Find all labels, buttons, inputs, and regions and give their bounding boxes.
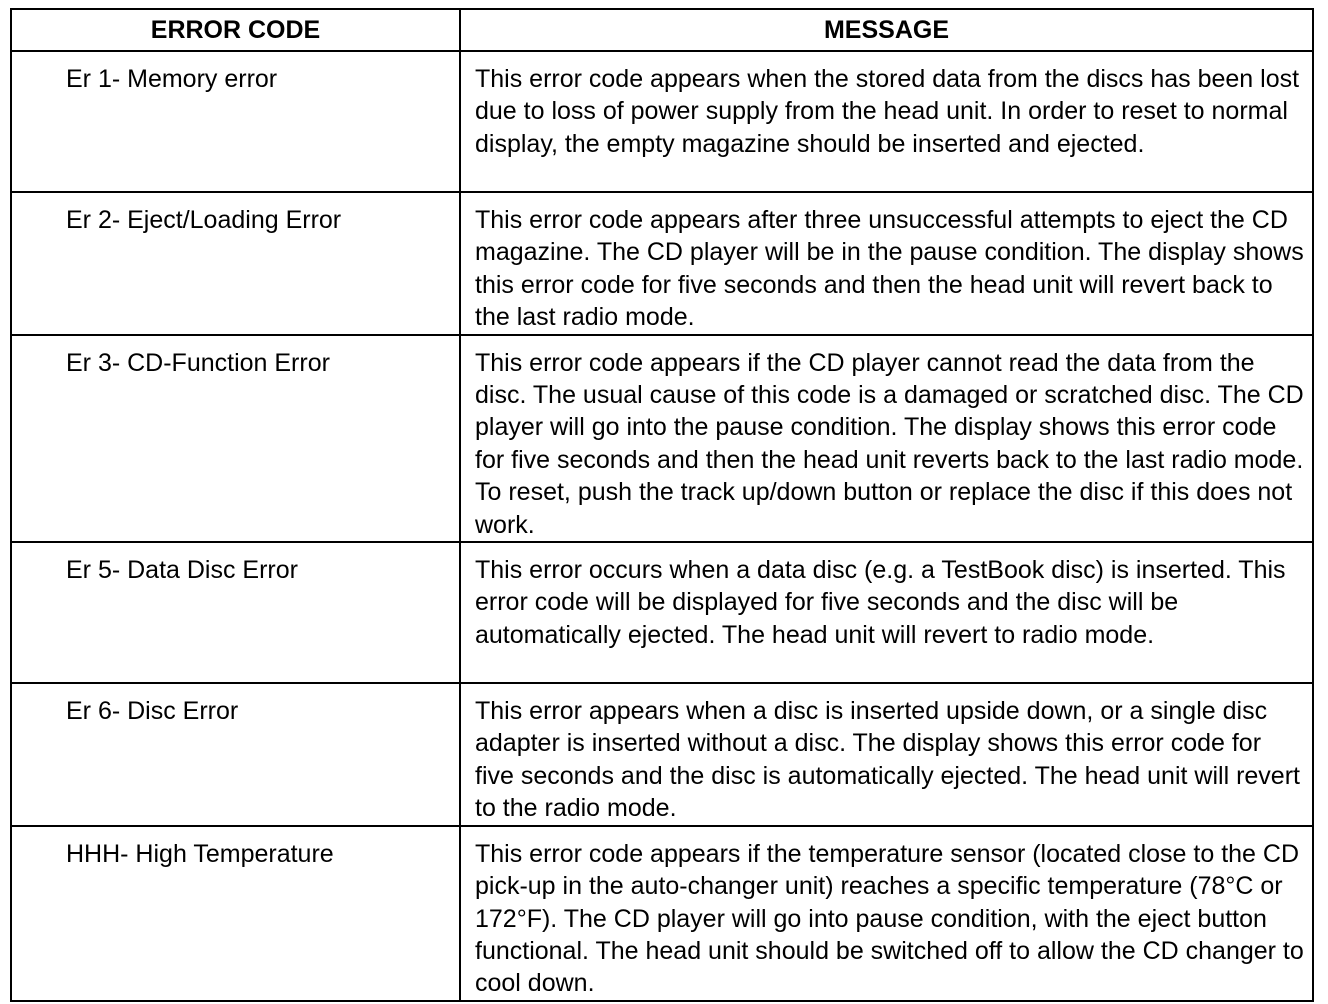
error-code-cell (11, 826, 460, 1001)
error-code-text: Er 2- Eject/Loading Error (66, 206, 342, 234)
table-row-er1 (11, 51, 1313, 192)
table-header-row (11, 9, 1313, 51)
message-text: This error code appears if the CD player cannot read the data from the disc. The usual cause of this code is a damaged or scratched disc. The CD player will go into the pause condition. The display shows this error code for five seconds and then the head unit reverts back to the last radio mode. To reset, push the track up/down button or replace the disc if this does not work. (475, 348, 1304, 539)
message-cell (460, 542, 1313, 683)
header-error-code: ERROR CODE (11, 9, 460, 51)
table-row-hhh (11, 826, 1313, 1001)
table-row-er2 (11, 192, 1313, 335)
error-code-cell (11, 683, 460, 826)
error-code-text: HHH- High Temperature (66, 839, 334, 868)
message-text: This error code appears after three unsuccessful attempts to eject the CD magazine. The CD player will be in the pause condition. The display shows this error code for five seconds and then the head unit will revert back to the last radio mode. (475, 206, 1304, 332)
error-code-cell (11, 542, 460, 683)
error-code-text: Er 5- Data Disc Error (66, 556, 298, 585)
message-text: This error appears when a disc is inserted upside down, or a single disc adapter is inserted without a disc. The display shows this error code for five seconds and the disc is automatically ejected. The head unit will revert to the radio mode. (475, 697, 1300, 823)
error-code-text: Er 3- CD-Function Error (66, 348, 330, 377)
message-text: This error code appears when the stored data from the discs has been lost due to loss of power supply from the head unit. In order to reset to normal display, the empty magazine should be inserted and ejected. (475, 65, 1300, 158)
document-page (10, 8, 1312, 996)
error-code-cell (11, 192, 460, 335)
error-code-cell (11, 51, 460, 192)
error-code-text: Er 1- Memory error (66, 65, 278, 93)
message-cell (460, 683, 1313, 826)
error-code-table (10, 8, 1314, 1002)
message-cell (460, 51, 1313, 192)
error-code-cell (11, 335, 460, 542)
message-cell (460, 335, 1313, 542)
table-row-er3 (11, 335, 1313, 542)
header-message: MESSAGE (460, 9, 1313, 51)
table-row-er6 (11, 683, 1313, 826)
message-cell (460, 826, 1313, 1001)
message-text: This error occurs when a data disc (e.g. a TestBook disc) is inserted. This error code will be displayed for five seconds and the disc will be automatically ejected. The head unit will revert to radio mode. (475, 556, 1286, 649)
table-row-er5 (11, 542, 1313, 683)
message-cell (460, 192, 1313, 335)
error-code-text: Er 6- Disc Error (66, 697, 239, 726)
message-text: This error code appears if the temperature sensor (located close to the CD pick-up in the auto-changer unit) reaches a specific temperature (78°C or 172°F). The CD player will go into pause condition, with the eject button functional. The head unit should be switched off to allow the CD changer to cool down. (475, 839, 1304, 998)
